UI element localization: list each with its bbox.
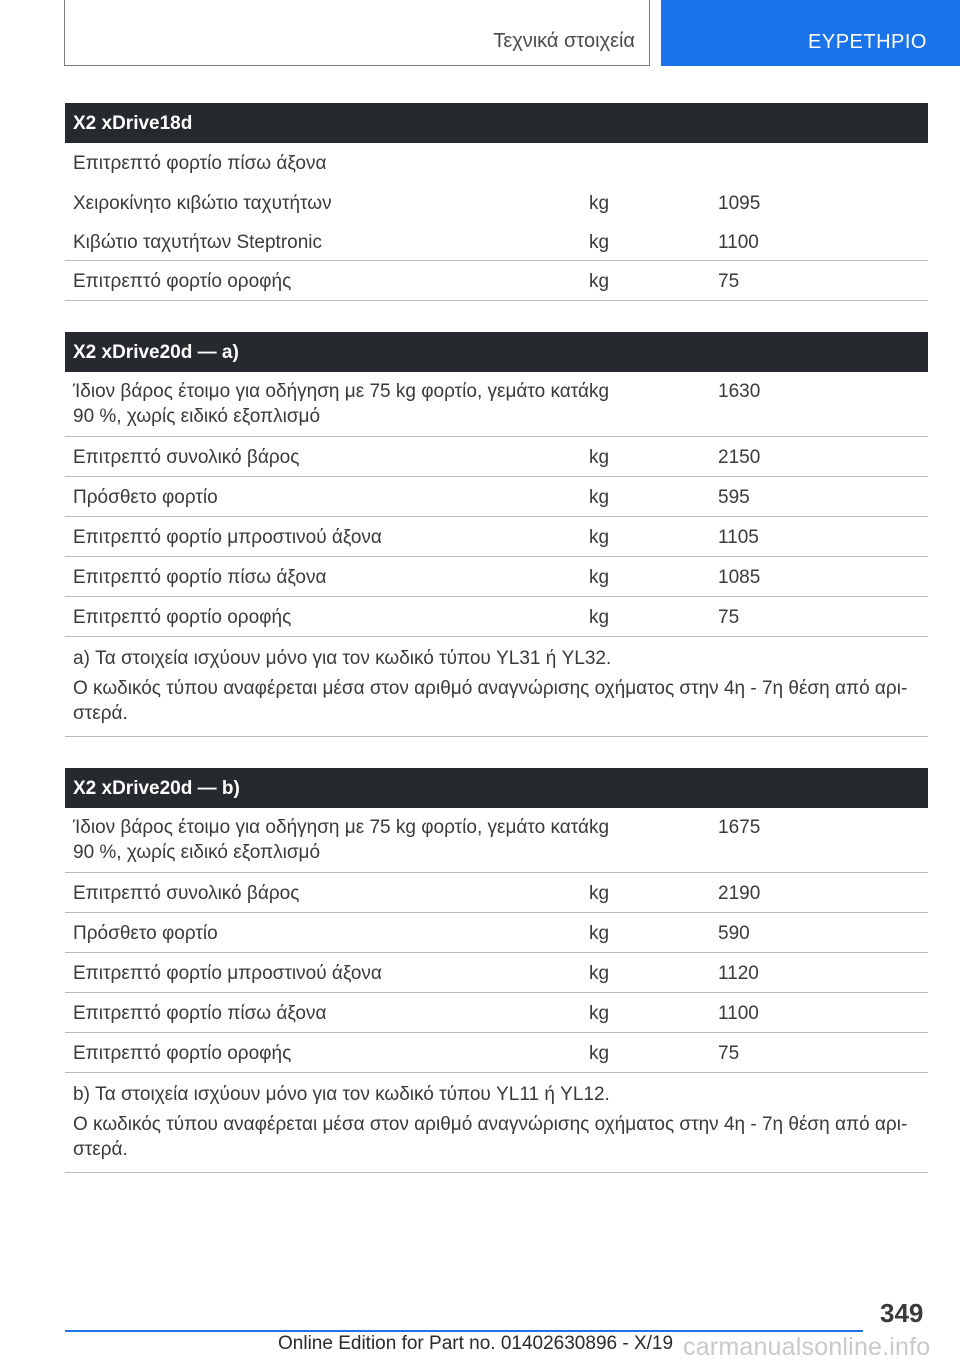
footnote: Ο κωδικός τύπου αναφέρεται μέσα στον αριθμό αναγνώρισης οχήματος στην 4η - 7η θέση από αρι‐ στερά. (73, 678, 908, 724)
spec-table-title: X2 xDrive18d (65, 103, 928, 143)
row-value: 2190 (718, 883, 761, 904)
row-value: 75 (718, 1043, 740, 1064)
table-row (65, 261, 928, 301)
watermark-text: carmanualsonline.info (683, 1333, 931, 1361)
row-unit: kg (589, 271, 610, 292)
row-label: Επιτρεπτό φορτίο πίσω άξονα (73, 1003, 327, 1024)
table-row (65, 372, 928, 437)
spec-table-xdrive20d-b (65, 768, 928, 1173)
table-row (65, 873, 928, 913)
row-unit (589, 151, 718, 183)
row-label: Ίδιον βάρος έτοιμο για οδήγηση με 75 kg φορτίο, γεμάτο κατά 90 %, χωρίς ειδικό εξοπλισμό (73, 381, 589, 427)
table-row (65, 477, 928, 517)
spec-table-xdrive20d-a (65, 332, 928, 737)
row-unit: kg (589, 527, 610, 548)
row-label: Επιτρεπτό συνολικό βάρος (73, 883, 300, 904)
row-label: Πρόσθετο φορτίο (73, 487, 218, 508)
page-number: 349 (880, 1298, 924, 1328)
index-button[interactable] (661, 0, 960, 66)
row-value: 1100 (718, 232, 759, 253)
row-unit: kg (589, 1043, 610, 1064)
row-label: Επιτρεπτό φορτίο οροφής (73, 271, 292, 292)
table-row (65, 913, 928, 953)
header-section-title: Τεχνικά στοιχεία (493, 30, 635, 52)
row-value: 75 (718, 607, 740, 628)
row-label: Επιτρεπτό φορτίο πίσω άξονα (73, 567, 327, 588)
spec-table-title: X2 xDrive20d — b) (65, 768, 928, 808)
row-label: Χειροκίνητο κιβώτιο ταχυτήτων (73, 193, 332, 214)
row-unit: kg (589, 447, 610, 468)
row-unit: kg (589, 381, 610, 402)
footer-divider (65, 1330, 863, 1332)
row-value (718, 151, 928, 183)
table-row (65, 557, 928, 597)
row-value: 595 (718, 487, 750, 508)
table-row (65, 143, 928, 183)
index-button-label: ΕΥΡΕΤΗΡΙΟ (808, 31, 927, 53)
row-value: 1630 (718, 381, 761, 402)
header-section-tab (64, 0, 650, 66)
footnote: a) Τα στοιχεία ισχύουν μόνο για τον κωδικό τύπου YL31 ή YL32. (73, 648, 612, 669)
row-label: Πρόσθετο φορτίο (73, 923, 218, 944)
row-unit: kg (589, 923, 610, 944)
row-label: Επιτρεπτό φορτίο πίσω άξονα (73, 153, 327, 174)
row-unit: kg (589, 487, 610, 508)
table-row (65, 222, 928, 261)
table-row (65, 183, 928, 222)
row-unit: kg (589, 883, 610, 904)
row-value: 1095 (718, 193, 761, 214)
edition-text: Online Edition for Part no. 01402630896 - X/19 (278, 1333, 674, 1354)
row-value: 2150 (718, 447, 761, 468)
row-unit: kg (589, 567, 610, 588)
row-label: Επιτρεπτό συνολικό βάρος (73, 447, 300, 468)
row-value: 590 (718, 923, 750, 944)
row-label: Επιτρεπτό φορτίο μπροστινού άξονα (73, 527, 382, 548)
row-value: 1100 (718, 1003, 759, 1024)
row-unit: kg (589, 607, 610, 628)
row-label: Επιτρεπτό φορτίο μπροστινού άξονα (73, 963, 382, 984)
table-row (65, 1033, 928, 1073)
footnote: b) Τα στοιχεία ισχύουν μόνο για τον κωδικό τύπου YL11 ή YL12. (73, 1084, 610, 1105)
row-value: 1120 (718, 963, 759, 984)
row-value: 75 (718, 271, 740, 292)
footnote: Ο κωδικός τύπου αναφέρεται μέσα στον αριθμό αναγνώρισης οχήματος στην 4η - 7η θέση από αρι‐ στερά. (73, 1114, 908, 1160)
row-unit: kg (589, 232, 610, 253)
footnote-block (65, 1073, 928, 1173)
row-label: Κιβώτιο ταχυτήτων Steptronic (73, 232, 323, 253)
table-row (65, 517, 928, 557)
row-value: 1105 (718, 527, 759, 548)
spec-table-xdrive18d (65, 103, 928, 301)
row-unit: kg (589, 817, 610, 838)
row-unit: kg (589, 963, 610, 984)
table-row (65, 993, 928, 1033)
row-unit: kg (589, 193, 610, 214)
footnote-block (65, 637, 928, 737)
row-label: Ίδιον βάρος έτοιμο για οδήγηση με 75 kg φορτίο, γεμάτο κατά 90 %, χωρίς ειδικό εξοπλισμό (73, 817, 589, 863)
table-row (65, 808, 928, 873)
row-label: Επιτρεπτό φορτίο οροφής (73, 1043, 292, 1064)
row-value: 1675 (718, 817, 761, 838)
row-value: 1085 (718, 567, 761, 588)
spec-content (65, 103, 928, 1204)
row-label: Επιτρεπτό φορτίο οροφής (73, 607, 292, 628)
table-row (65, 437, 928, 477)
table-row (65, 597, 928, 637)
row-unit: kg (589, 1003, 610, 1024)
table-row (65, 953, 928, 993)
spec-table-title: X2 xDrive20d — a) (65, 332, 928, 372)
